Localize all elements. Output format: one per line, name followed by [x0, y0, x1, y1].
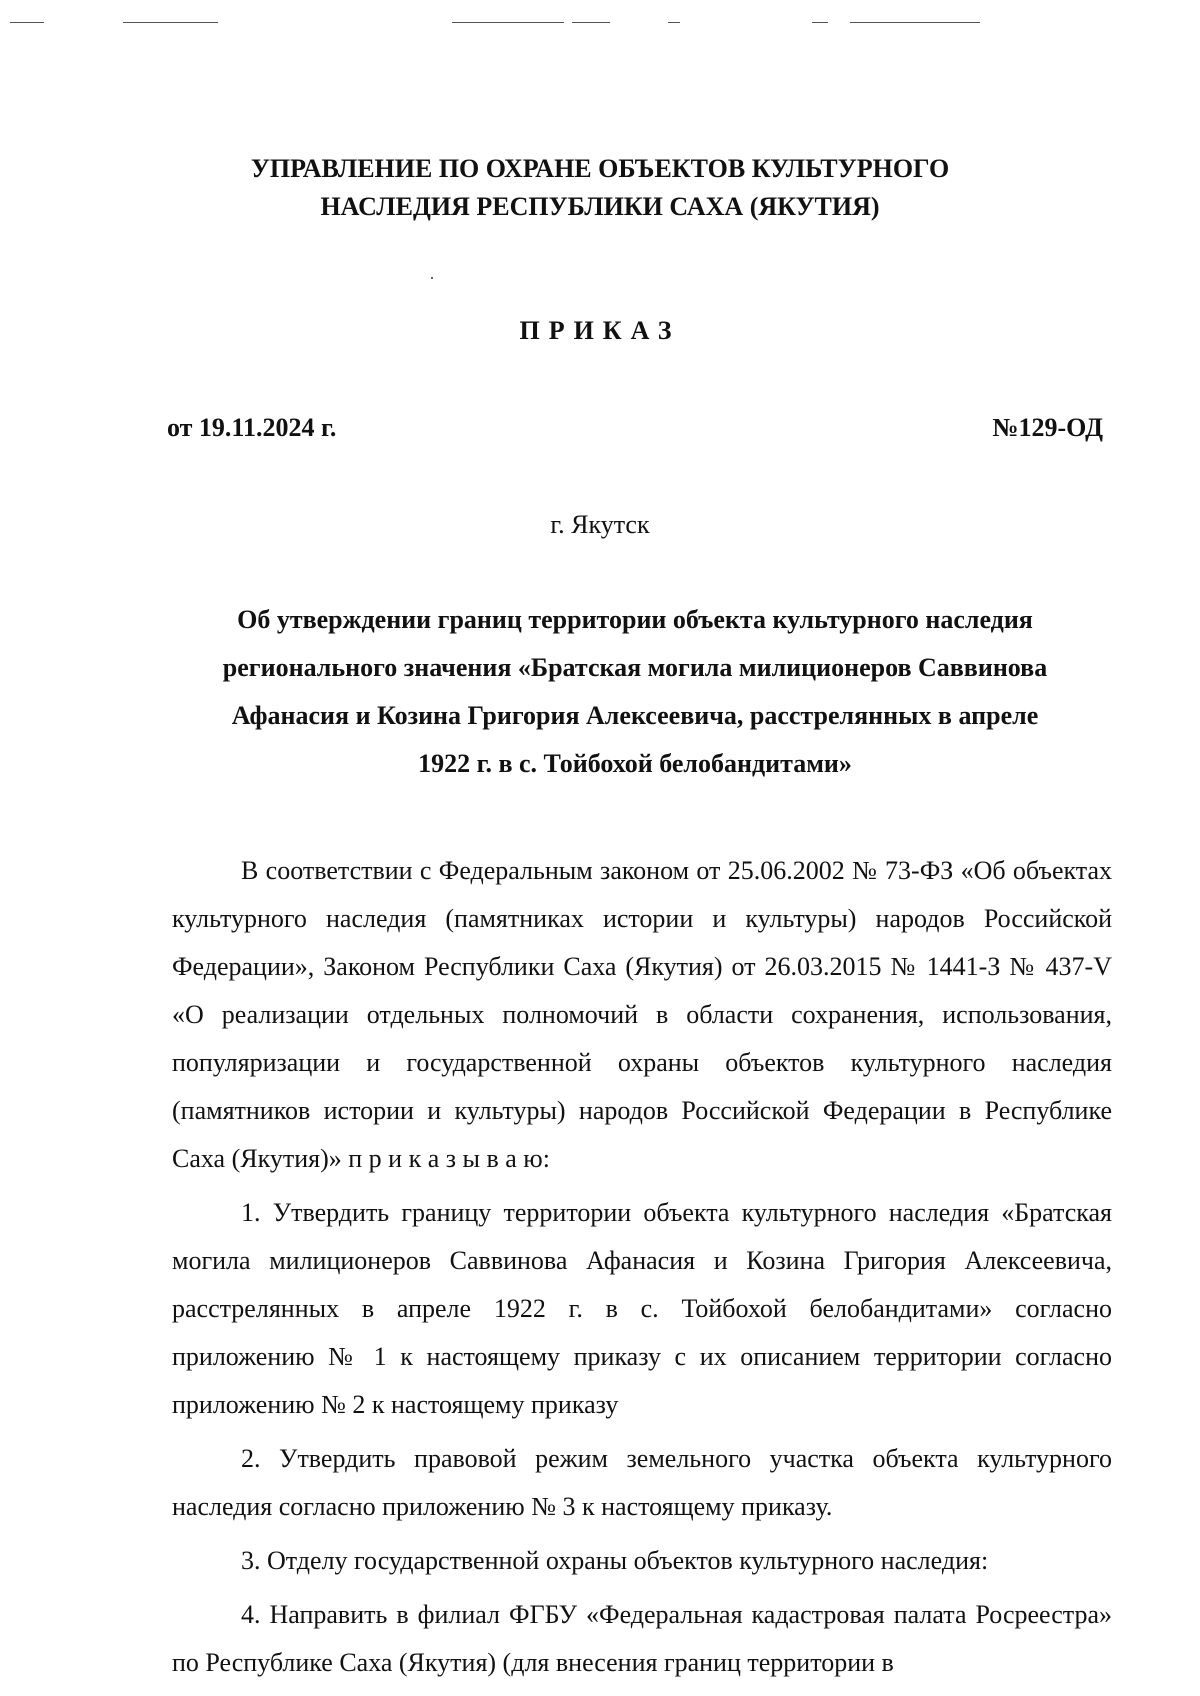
order-number: №129-ОД [992, 413, 1103, 442]
document-body [172, 847, 1112, 1693]
document-type: ПРИКАЗ [519, 316, 681, 345]
subject-line-1: Об утверждении границ территории объекта культурного наследия [237, 605, 1033, 634]
order-word: п р и к а з ы в а ю: [348, 1144, 550, 1173]
organization-name [0, 150, 1200, 226]
scan-line [668, 22, 680, 23]
scan-line [123, 22, 218, 23]
scan-line [812, 22, 828, 23]
subject-line-2: регионального значения «Братская могила милиционеров Саввинова [222, 653, 1048, 682]
order-subject [175, 596, 1095, 788]
city: г. Якутск [550, 510, 650, 539]
organization-line-2: НАСЛЕДИЯ РЕСПУБЛИКИ САХА (ЯКУТИЯ) [320, 192, 880, 221]
scan-line [850, 22, 980, 23]
order-date: от 19.11.2024 г. [167, 413, 337, 442]
item-2: 2. Утвердить правовой режим земельного участка объекта культурного наследия согласно приложению № 3 к настоящему приказу. [172, 1444, 1112, 1521]
preamble-paragraph [172, 847, 1112, 1183]
scan-line [572, 22, 610, 23]
subject-line-4: 1922 г. в с. Тойбохой белобандитами» [418, 749, 852, 778]
subject-line-3: Афанасия и Козина Григория Алексеевича, расстрелянных в апреле [231, 701, 1039, 730]
item-4: 4. Направить в филиал ФГБУ «Федеральная кадастровая палата Росреестра» по Республике Саха (Якутия) (для внесения границ территории в [172, 1600, 1112, 1677]
preamble-text: В соответствии с Федеральным законом от 25.06.2002 № 73-ФЗ «Об объектах культурного наследия (памятниках истории и культуры) народов Российской Федерации», Законом Республики Саха (Якутия) от 26.03.2015 № 1441-З № 437-V «О реализации отдельных полномочий в области сохранения, использования, популяризации и государственной охраны объектов культурного наследия (памятников истории и культуры) народов Российской Федерации в Республике Саха (Якутия)» [172, 856, 1112, 1173]
scan-line [10, 22, 44, 23]
item-3: 3. Отделу государственной охраны объектов культурного наследия: [241, 1546, 989, 1575]
scan-speck [431, 277, 433, 279]
item-1: 1. Утвердить границу территории объекта культурного наследия «Братская могила милиционеров Саввинова Афанасия и Козина Григория Алексеевича, расстрелянных в апреле 1922 г. в с. Тойбохой белобандитами» согласно приложению № 1 к настоящему приказу с их описанием территории согласно приложению № 2 к настоящему приказу [172, 1198, 1112, 1419]
organization-line-1: УПРАВЛЕНИЕ ПО ОХРАНЕ ОБЪЕКТОВ КУЛЬТУРНОГО [250, 154, 950, 183]
scan-line [452, 22, 564, 23]
